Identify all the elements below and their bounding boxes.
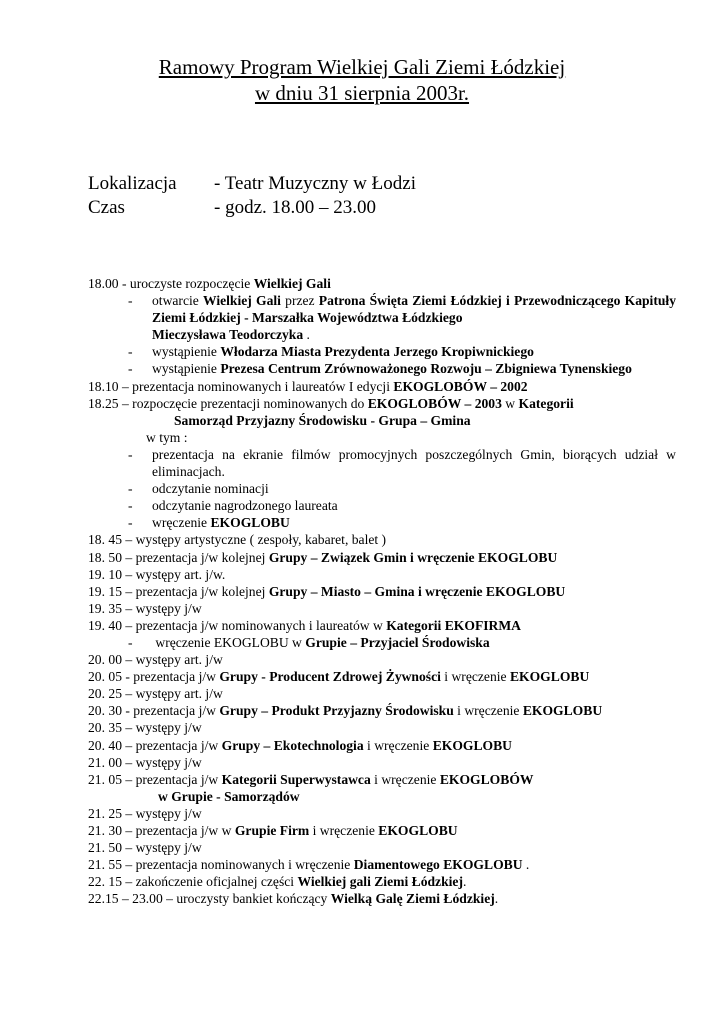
line-bold: Wielkiej Gali: [203, 293, 281, 309]
line-text: 21. 55 – prezentacja nominowanych i wręczenie: [88, 857, 354, 873]
program-line: [88, 873, 676, 890]
line-bold: Mieczysława Teodorczyka: [152, 327, 304, 343]
line-text: otwarcie: [152, 293, 203, 309]
program-bullet: [88, 446, 676, 480]
line-bold: Grupy – Związek Gmin i wręczenie EKOGLOBU: [268, 549, 558, 565]
line-text: 18. 45 – występy artystyczne ( zespoły, kabaret, balet ): [88, 532, 387, 548]
line-text: 21. 00 – występy j/w: [88, 754, 202, 770]
line-bold: Grupy – Ekotechnologia: [221, 737, 364, 753]
bullet-dash: -: [128, 481, 133, 497]
line-text: 19. 15 – prezentacja j/w kolejnej: [88, 583, 269, 599]
location-label: Lokalizacja: [88, 173, 177, 194]
bullet-dash: -: [128, 293, 133, 309]
program-line: [88, 378, 676, 395]
line-text: 18. 50 – prezentacja j/w kolejnej: [88, 549, 269, 565]
line-bold: Kategorii: [518, 395, 574, 411]
program-line: [88, 326, 676, 343]
program-bullet: [88, 360, 676, 377]
program-line: [88, 549, 676, 566]
program-line: [88, 429, 676, 446]
program-bullet: [88, 514, 676, 531]
program-bullet: [88, 480, 676, 497]
line-bold: Grupy - Producent Zdrowej Żywności: [219, 669, 441, 685]
line-text: 20. 35 – występy j/w: [88, 720, 202, 736]
line-text: 19. 10 – występy art. j/w.: [88, 566, 226, 582]
time-value: - godz. 18.00 – 23.00: [214, 197, 377, 218]
line-text: .: [462, 874, 467, 890]
program-line: [88, 856, 676, 873]
line-text: 20. 00 – występy art. j/w: [88, 652, 223, 668]
line-bold: EKOGLOBÓW: [439, 771, 534, 787]
program-line: [88, 668, 676, 685]
line-bold: Grupie – Przyjaciel Środowiska: [305, 634, 490, 650]
line-text: 20. 40 – prezentacja j/w: [88, 737, 222, 753]
program-line: [88, 822, 676, 839]
line-bold: EKOGLOBU: [522, 703, 603, 719]
line-text: .: [494, 891, 499, 907]
program-bullet: [88, 497, 676, 514]
program-line: [88, 685, 676, 702]
line-bold: Prezesa Centrum Zrównoważonego Rozwoju – Zbigniewa Tynenskiego: [220, 361, 632, 377]
line-bold: Grupy – Miasto – Gmina i wręczenie EKOGLOBU: [268, 583, 566, 599]
line-text: 18.25 – rozpoczęcie prezentacji nominowanych do: [88, 395, 368, 411]
line-bold: Samorząd Przyjazny Środowisku - Grupa – Gmina: [174, 412, 471, 428]
program-line: [88, 702, 676, 719]
line-text: 21. 50 – występy j/w: [88, 840, 202, 856]
program-line: [88, 617, 676, 634]
line-bold: Wielkiej Gali: [253, 276, 331, 291]
line-bold: Kategorii Superwystawca: [221, 771, 371, 787]
line-text: i wręczenie: [363, 737, 433, 753]
line-bold: EKOGLOBÓW – 2002: [393, 378, 528, 394]
location-row: [88, 172, 416, 196]
line-text: w: [501, 395, 519, 411]
line-bold: Diamentowego EKOGLOBU: [353, 857, 523, 873]
line-text: 19. 40 – prezentacja j/w nominowanych i laureatów w: [88, 617, 387, 633]
line-text: 20. 25 – występy art. j/w: [88, 686, 223, 702]
bullet-dash: -: [128, 446, 133, 462]
bullet-dash: -: [128, 498, 133, 514]
line-text: odczytanie nagrodzonego laureata: [152, 498, 338, 514]
line-text: 21. 05 – prezentacja j/w: [88, 771, 222, 787]
program-line: [88, 839, 676, 856]
line-bold: w Grupie - Samorządów: [158, 788, 300, 804]
line-text: wręczenie EKOGLOBU w: [152, 634, 306, 650]
line-bold: EKOGLOBU: [509, 669, 590, 685]
line-text: wręczenie: [152, 515, 211, 531]
location-value: - Teatr Muzyczny w Łodzi: [214, 173, 416, 194]
program-line: [88, 890, 676, 907]
line-bold: EKOGLOBÓW – 2003: [367, 395, 502, 411]
line-text: prezentacja na ekranie filmów promocyjnych poszczególnych Gmin, biorących udział w eliminacjach.: [152, 446, 676, 480]
program-line: [88, 566, 676, 583]
line-text: wystąpienie: [152, 344, 221, 360]
program-bullet: [88, 634, 676, 651]
line-text: wystąpienie: [152, 361, 221, 377]
line-text: w tym :: [146, 429, 188, 445]
line-text: odczytanie nominacji: [152, 481, 269, 497]
program-line: [88, 395, 676, 412]
program-bullet: [88, 292, 676, 326]
line-text: i wręczenie: [453, 703, 523, 719]
time-row: [88, 196, 376, 220]
page-subtitle-date: w dniu 31 sierpnia 2003r.: [254, 81, 470, 105]
line-bold: EKOGLOBU: [378, 823, 458, 838]
line-text: i wręczenie: [309, 823, 379, 838]
page-title: Ramowy Program Wielkiej Gali Ziemi Łódzkiej: [158, 55, 566, 79]
program-line: [88, 771, 676, 788]
line-text: i wręczenie: [370, 771, 440, 787]
line-bold: EKOGLOBU: [432, 737, 512, 753]
time-label: Czas: [88, 197, 125, 218]
line-bold: Włodarza Miasta Prezydenta Jerzego Kropiwnickiego: [220, 344, 534, 360]
line-text: .: [522, 857, 530, 873]
line-bold: Grupie Firm: [234, 823, 310, 838]
line-text: 21. 30 – prezentacja j/w w: [88, 823, 235, 838]
line-text: 18.10 – prezentacja nominowanych i laureatów I edycji: [88, 378, 394, 394]
program-line: [88, 719, 676, 736]
bullet-dash: -: [128, 634, 133, 650]
bullet-dash: -: [128, 344, 133, 360]
program-bullet: [88, 343, 676, 360]
line-text: .: [303, 327, 310, 343]
line-text: 22.15 – 23.00 – uroczysty bankiet kończący: [88, 891, 331, 907]
line-text: 22. 15 – zakończenie oficjalnej części: [88, 874, 298, 890]
line-text: i wręczenie: [440, 669, 510, 685]
line-text: przez: [280, 293, 319, 309]
bullet-dash: -: [128, 361, 133, 377]
line-bold: Wielkiej gali Ziemi Łódzkiej: [297, 874, 463, 890]
program-line: [88, 805, 676, 822]
line-bold: Kategorii EKOFIRMA: [386, 617, 522, 633]
program-line: [88, 788, 676, 805]
line-text: 21. 25 – występy j/w: [88, 805, 202, 821]
bullet-dash: -: [128, 515, 133, 531]
line-bold: Wielką Galę Ziemi Łódzkiej: [330, 891, 495, 907]
program-line: [88, 275, 676, 292]
program-line: [88, 754, 676, 771]
line-bold: Grupy – Produkt Przyjazny Środowisku: [219, 703, 454, 719]
line-text: 20. 05 - prezentacja j/w: [88, 669, 220, 685]
line-bold: Patrona Święta Ziemi Łódzkiej i Przewodniczącego Kapituły Ziemi Łódzkiej - Marszałka Województwa Łódzkiego: [152, 293, 676, 326]
program-line: [88, 583, 676, 600]
program-line: [88, 600, 676, 617]
program-list: [88, 275, 676, 907]
line-text: 20. 30 - prezentacja j/w: [88, 703, 220, 719]
program-line: [88, 737, 676, 754]
line-bold: EKOGLOBU: [210, 515, 290, 531]
line-text: 18.00 - uroczyste rozpoczęcie: [88, 276, 254, 291]
line-text: 19. 35 – występy j/w: [88, 600, 202, 616]
program-line: [88, 412, 676, 429]
program-line: [88, 651, 676, 668]
program-line: [88, 531, 676, 548]
